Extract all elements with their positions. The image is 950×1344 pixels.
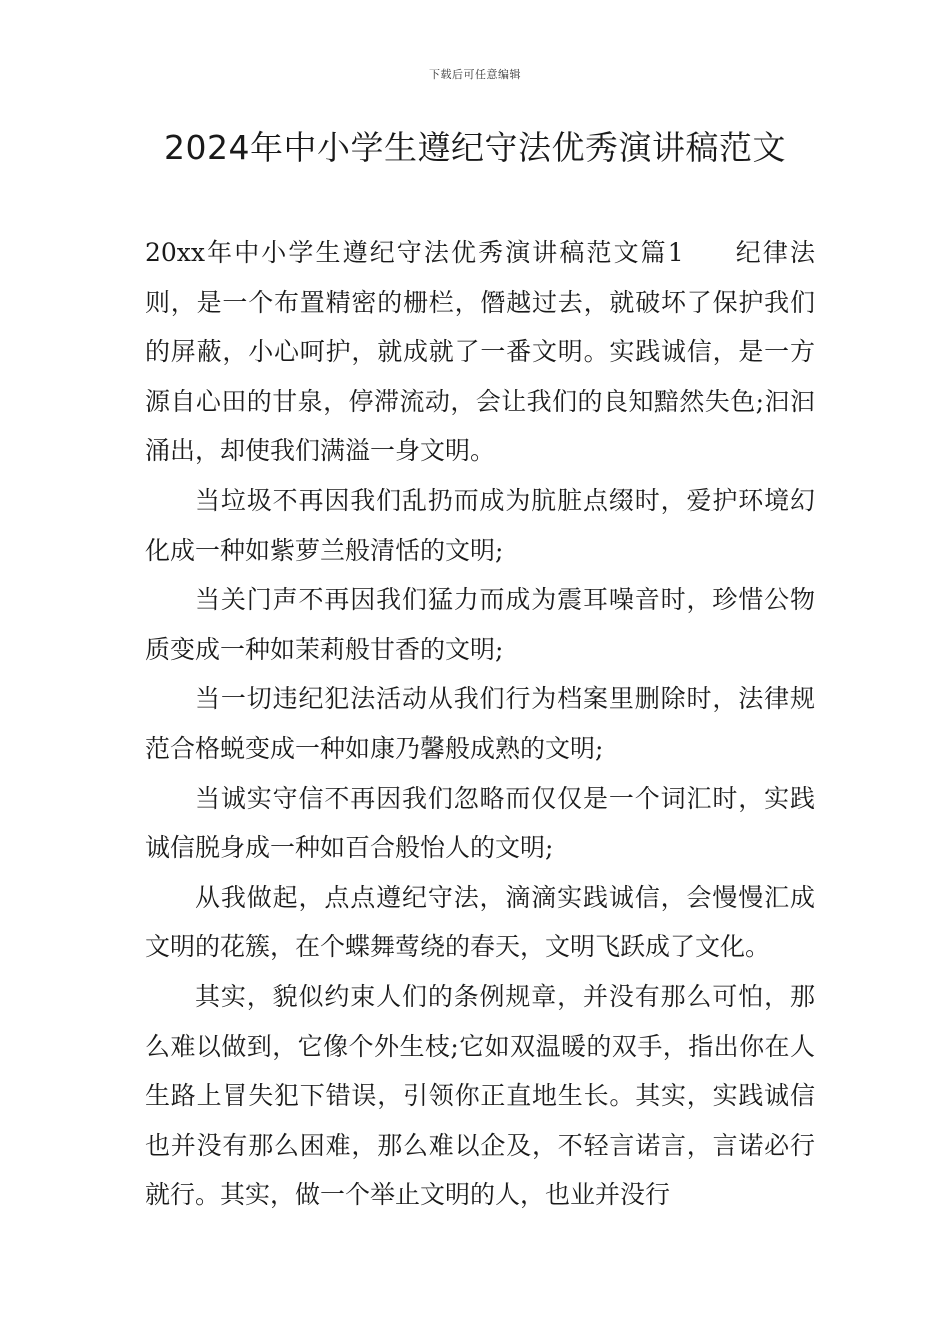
paragraph: 当诚实守信不再因我们忽略而仅仅是一个词汇时，实践诚信脱身成一种如百合般怡人的文明; — [145, 783, 815, 863]
document-body — [145, 228, 815, 1220]
paragraph: 当关门声不再因我们猛力而成为震耳噪音时，珍惜公物质变成一种如茉莉般甘香的文明; — [145, 585, 815, 664]
section-heading: 20xx年中小学生遵纪守法优秀演讲稿范文篇1 — [145, 238, 684, 267]
paragraph: 其实，貌似约束人们的条例规章，并没有那么可怕，那么难以做到，它像个外生枝;它如双温暖的双手，指出你在人生路上冒失犯下错误，引领你正直地生长。其实，实践诚信也并没有那么困难，那么难以企及，不轻言诺言，言诺必行就行。其实，做一个举止文明的人，也业并没行 — [145, 981, 815, 1210]
paragraph-text: 纪律法则，是一个布置精密的栅栏，僭越过去，就破坏了保护我们的屏蔽，小心呵护，就成就了一番文明。实践诚信，是一方源自心田的甘泉，停滞流动，会让我们的良知黯然失色;汩汩涌出，却使我们满溢一身文明。 — [145, 238, 815, 466]
paragraph: 从我做起，点点遵纪守法，滴滴实践诚信，会慢慢汇成文明的花簇，在个蝶舞莺绕的春天，文明飞跃成了文化。 — [145, 882, 815, 962]
header-note: 下载后可任意编辑 — [429, 68, 521, 81]
paragraph — [145, 228, 815, 476]
paragraph: 当一切违纪犯法活动从我们行为档案里删除时，法律规范合格蜕变成一种如康乃馨般成熟的文明; — [145, 684, 815, 763]
paragraph: 当垃圾不再因我们乱扔而成为肮脏点缀时，爱护环境幻化成一种如紫萝兰般清恬的文明; — [145, 485, 815, 565]
document-title: 2024年中小学生遵纪守法优秀演讲稿范文 — [164, 128, 786, 167]
